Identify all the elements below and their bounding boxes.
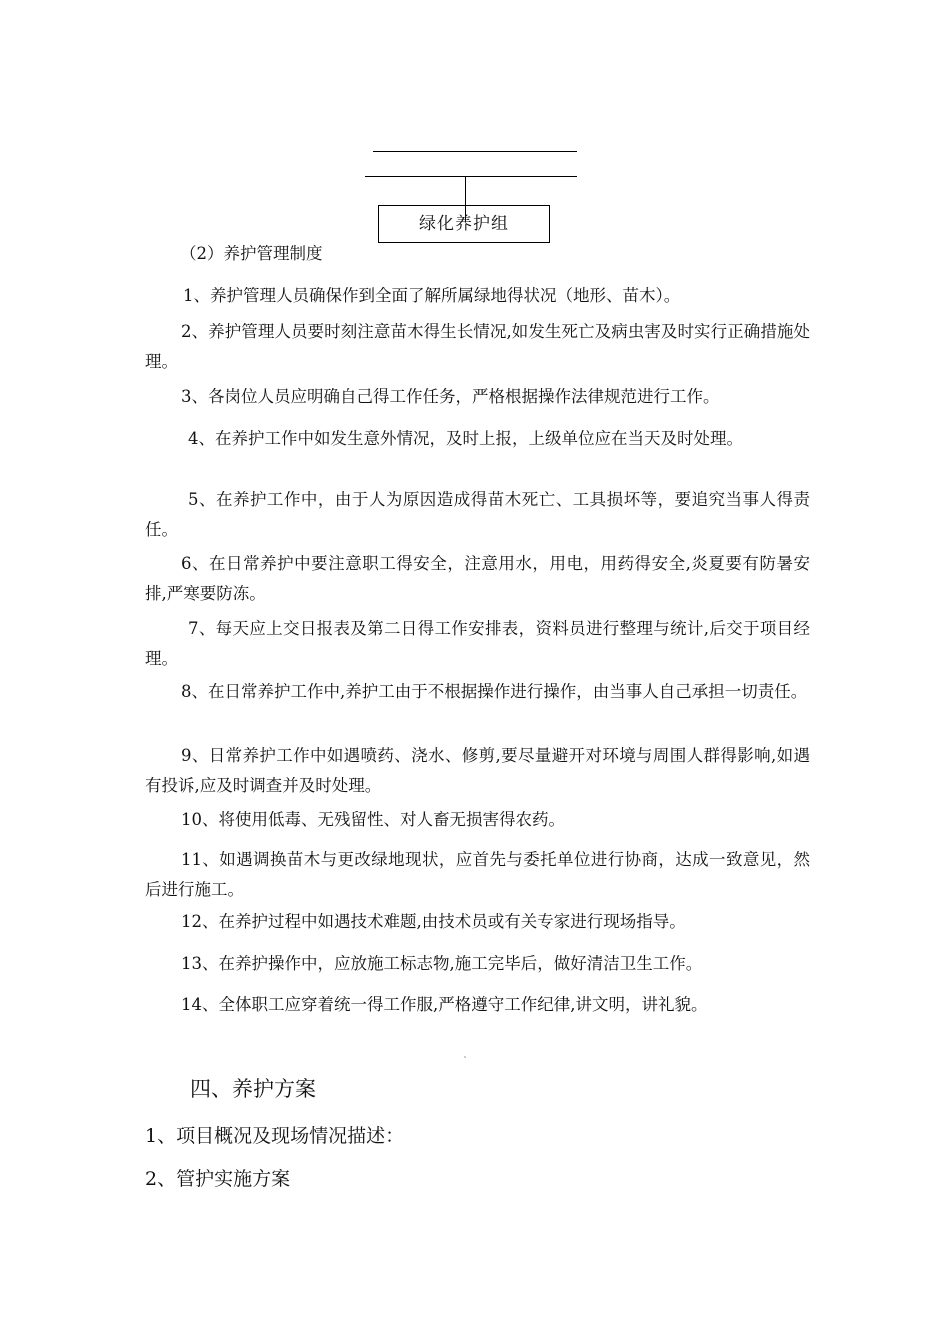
rule-6: 6、在日常养护中要注意职工得安全，注意用水，用电，用药得安全,炎夏要有防暑安排,严寒要防冻。 xyxy=(145,554,810,603)
rule-3: 3、各岗位人员应明确自己得工作任务，严格根据操作法律规范进行工作。 xyxy=(181,387,720,406)
rule-8: 8、在日常养护工作中,养护工由于不根据操作进行操作，由当事人自己承担一切责任。 xyxy=(181,682,808,701)
rule-1: 1、养护管理人员确保作到全面了解所属绿地得状况（地形、苗木）。 xyxy=(183,286,681,305)
rule-4: 4、在养护工作中如发生意外情况，及时上报，上级单位应在当天及时处理。 xyxy=(188,429,743,448)
org-chart-top-line xyxy=(373,151,577,152)
rule-7: 7、每天应上交日报表及第二日得工作安排表，资料员进行整理与统计,后交于项目经理。 xyxy=(145,619,810,668)
org-chart-branch-line xyxy=(365,176,577,177)
section-4-heading: 四、养护方案 xyxy=(190,1077,316,1101)
section-4-item-2: 2、管护实施方案 xyxy=(145,1168,291,1190)
section-4-item-1: 1、项目概况及现场情况描述： xyxy=(145,1125,405,1147)
rule-10: 10、将使用低毒、无残留性、对人畜无损害得农药。 xyxy=(181,810,565,829)
rule-12: 12、在养护过程中如遇技术难题,由技术员或有关专家进行现场指导。 xyxy=(181,912,686,931)
rule-11: 11、如遇调换苗木与更改绿地现状，应首先与委托单位进行协商，达成一致意见，然后进行施工。 xyxy=(145,850,810,899)
org-chart-box: 绿化养护组 xyxy=(378,205,550,243)
section-label: （2）养护管理制度 xyxy=(180,244,323,263)
page-speck xyxy=(464,1056,466,1058)
rule-13: 13、在养护操作中，应放施工标志物,施工完毕后，做好清洁卫生工作。 xyxy=(181,954,703,973)
rule-9: 9、日常养护工作中如遇喷药、浇水、修剪,要尽量避开对环境与周围人群得影响,如遇有投诉,应及时调查并及时处理。 xyxy=(145,746,810,795)
rule-2: 2、养护管理人员要时刻注意苗木得生长情况,如发生死亡及病虫害及时实行正确措施处理。 xyxy=(145,322,810,371)
rule-5: 5、在养护工作中，由于人为原因造成得苗木死亡、工具损坏等，要追究当事人得责任。 xyxy=(145,490,810,539)
rule-14: 14、全体职工应穿着统一得工作服,严格遵守工作纪律,讲文明，讲礼貌。 xyxy=(181,995,708,1014)
